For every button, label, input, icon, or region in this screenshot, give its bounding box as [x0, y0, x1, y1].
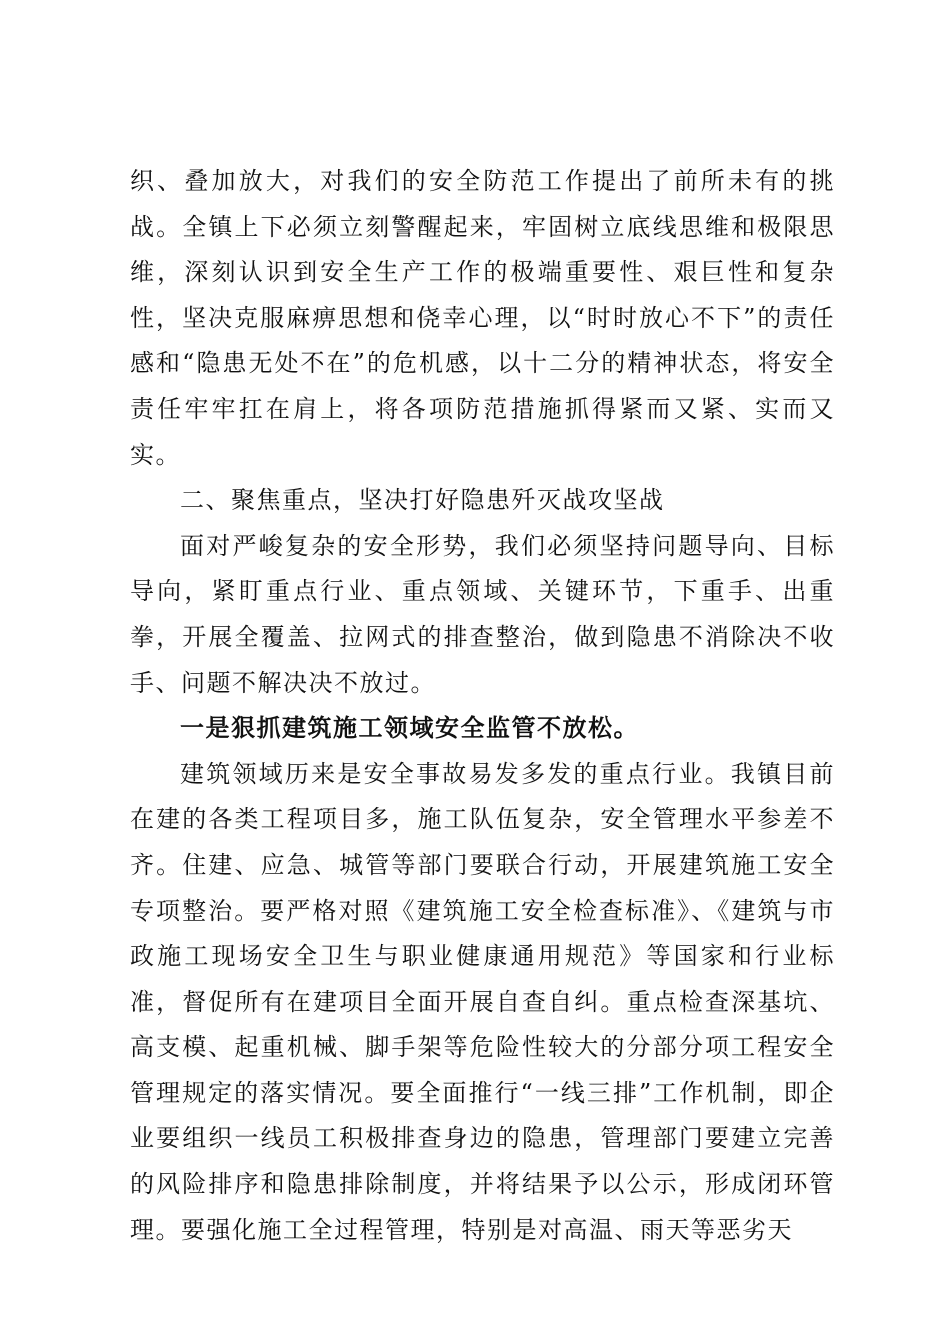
body-paragraph: 建筑领域历来是安全事故易发多发的重点行业。我镇目前在建的各类工程项目多，施工队伍复杂，安全管理水平参差不齐。住建、应急、城管等部门要联合行动，开展建筑施工安全专项整治。要严格对照《建筑施工安全检查标准》、《建筑与市政施工现场安全卫生与职业健康通用规范》等国家和行业标准，督促所有在建项目全面开展自查自纠。重点检查深基坑、高支模、起重机械、脚手架等危险性较大的分部分项工程安全管理规定的落实情况。要全面推行“一线三排”工作机制，即企业要组织一线员工积极排查身边的隐患，管理部门要建立完善的风险排序和隐患排除制度，并将结果予以公示，形成闭环管理。要强化施工全过程管理，特别是对高温、雨天等恶劣天 — [130, 759, 835, 1244]
body-paragraph: 面对严峻复杂的安全形势，我们必须坚持问题导向、目标导向，紧盯重点行业、重点领域、关键环节，下重手、出重拳，开展全覆盖、拉网式的排查整治，做到隐患不消除决不收手、问题不解决决不放过。 — [130, 531, 835, 697]
subsection-heading: 一是狠抓建筑施工领域安全监管不放松。 — [180, 714, 639, 743]
body-paragraph: 织、叠加放大，对我们的安全防范工作提出了前所未有的挑战。全镇上下必须立刻警醒起来，牢固树立底线思维和极限思维，深刻认识到安全生产工作的极端重要性、艰巨性和复杂性，坚决克服麻痹思想和侥幸心理，以“时时放心不下”的责任感和“隐患无处不在”的危机感，以十二分的精神状态，将安全责任牢牢扛在肩上，将各项防范措施抓得紧而又紧、实而又实。 — [130, 167, 835, 469]
section-heading: 二、聚焦重点，坚决打好隐患歼灭战攻坚战 — [180, 486, 665, 515]
document-body — [130, 159, 835, 1253]
